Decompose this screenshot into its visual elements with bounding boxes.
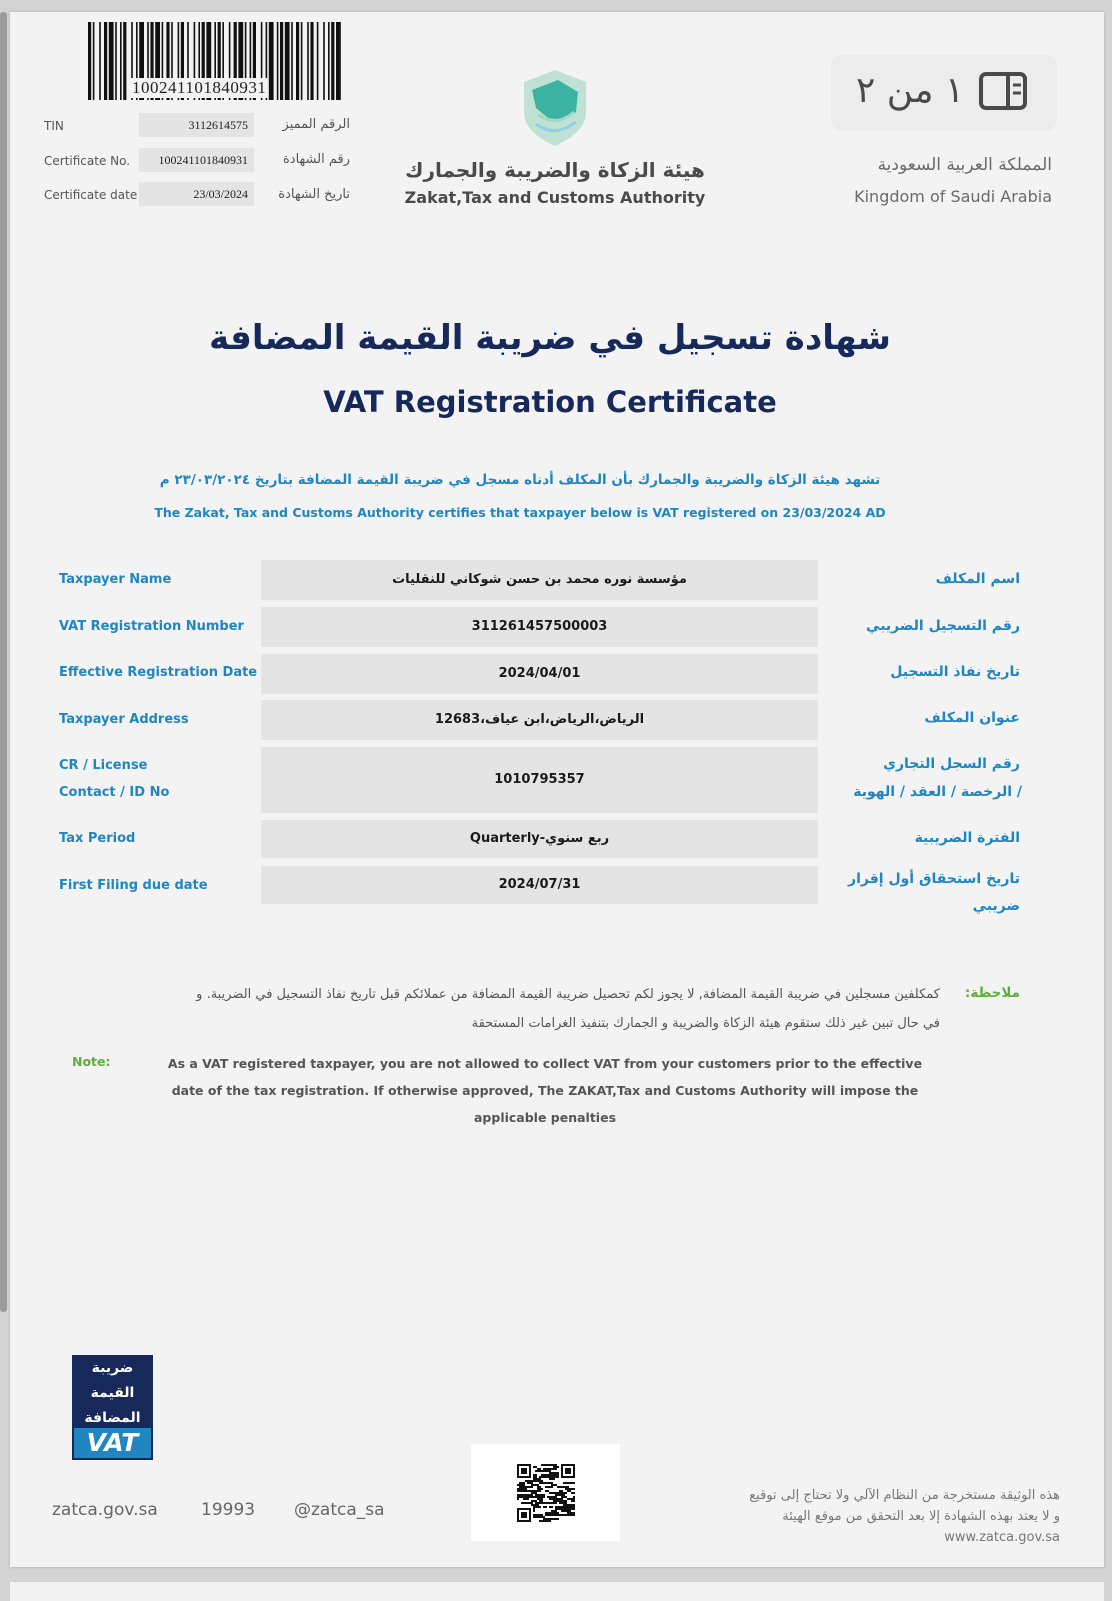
effective-date-value: 2024/04/01 — [261, 654, 818, 694]
tin-value: 3112614575 — [139, 113, 254, 137]
cert-date-label-en: Certificate date — [44, 188, 138, 202]
certifies-text-ar: تشهد هيئة الزكاة والضريبة والجمارك بأن المكلف أدناه مسجل في ضريبة القيمة المضافة بتاريخ ٢٣/٠٣/٢٠٢٤ م — [159, 472, 881, 488]
taxpayer-name-label-ar: اسم المكلف — [935, 571, 1020, 587]
authority-name-ar: هيئة الزكاة والضريبة والجمارك — [405, 158, 705, 182]
effective-date-label-ar: تاريخ نفاذ التسجيل — [890, 664, 1020, 680]
qr-code-icon — [517, 1464, 575, 1522]
authority-name-en: Zakat,Tax and Customs Authority — [404, 188, 706, 207]
vat-logo-line3: المضافة — [84, 1410, 141, 1426]
note-text-en: As a VAT registered taxpayer, you are not allowed to collect VAT from your customers prior to the effective date of the tax registration. If otherwise approved, The ZAKAT,Tax and Customs Authority will impose the applicable penalties — [167, 1056, 923, 1125]
vat-logo-en: VAT — [74, 1428, 151, 1458]
vat-number-value: 311261457500003 — [261, 607, 818, 647]
cr-license-label-en: CR / License — [59, 758, 148, 773]
tax-period-label-en: Tax Period — [59, 831, 136, 846]
first-filing-label-ar-2: ضريبي — [972, 898, 1020, 914]
footer-handle: @zatca_sa — [294, 1500, 385, 1520]
tin-label-ar: الرقم المميز — [282, 117, 350, 132]
cert-no-label-ar: رقم الشهادة — [283, 152, 350, 167]
tax-period-value: Quarterly-ربع سنوي — [261, 820, 818, 858]
qr-code-container — [471, 1444, 620, 1541]
taxpayer-name-label-en: Taxpayer Name — [59, 572, 172, 587]
note-text-ar: كمكلفين مسجلين في ضريبة القيمة المضافة, لا يجوز لكم تحصيل ضريبة القيمة المضافة من عملائكم قبل تاريخ نفاذ التسجيل في الضريبة. و في حال تبين غير ذلك ستقوم هيئة الزكاة والضريبة و الجمارك بتنفيذ الغرامات المستحقة — [196, 987, 940, 1031]
note-label-en: Note: — [72, 1054, 111, 1069]
kingdom-name-ar: المملكة العربية السعودية — [877, 155, 1052, 175]
cert-date-label-ar: تاريخ الشهادة — [278, 187, 350, 202]
cert-date-value: 23/03/2024 — [139, 182, 254, 206]
title-ar: شهادة تسجيل في ضريبة القيمة المضافة — [209, 318, 891, 358]
footer-website: zatca.gov.sa — [52, 1500, 158, 1520]
first-filing-label-en: First Filing due date — [59, 878, 208, 893]
pages-icon[interactable] — [978, 71, 1028, 111]
first-filing-label-ar: تاريخ استحقاق أول إقرار — [848, 871, 1020, 887]
page-indicator-text: ١ من ٢ — [856, 70, 965, 111]
footer-disclaimer-1: هذه الوثيقة مستخرجة من النظام الآلي ولا تحتاج إلى توقيع — [749, 1488, 1060, 1503]
vat-logo-line1: ضريبة — [91, 1360, 134, 1376]
certifies-text-en: The Zakat, Tax and Customs Authority certifies that taxpayer below is VAT registered on 23/03/2024 AD — [154, 505, 886, 520]
address-value: الرياض،الرياض،ابن عياف،12683 — [261, 700, 818, 740]
zatca-logo-icon — [518, 68, 592, 148]
footer-disclaimer — [640, 1485, 1060, 1548]
footer-phone: 19993 — [201, 1500, 256, 1520]
cr-license-label-ar: رقم السجل التجاري — [883, 756, 1020, 772]
footer-disclaimer-2: و لا يعتد بهذه الشهادة إلا بعد التحقق من موقع الهيئة — [782, 1509, 1060, 1524]
scrollbar[interactable] — [0, 12, 7, 1312]
kingdom-name-en: Kingdom of Saudi Arabia — [854, 187, 1052, 206]
vat-number-label-ar: رقم التسجيل الضريبي — [866, 618, 1020, 634]
vat-logo-line2: القيمة — [90, 1385, 135, 1401]
barcode-number: 100241101840931 — [132, 78, 267, 97]
next-page-edge — [10, 1582, 1104, 1601]
footer-disclaimer-3: www.zatca.gov.sa — [944, 1530, 1060, 1545]
tin-label-en: TIN — [44, 119, 64, 133]
address-label-ar: عنوان المكلف — [924, 710, 1020, 726]
cr-license-value: 1010795357 — [261, 747, 818, 813]
first-filing-value: 2024/07/31 — [261, 866, 818, 904]
effective-date-label-en: Effective Registration Date — [59, 665, 258, 680]
tax-period-label-ar: الفترة الضريبية — [914, 830, 1020, 846]
taxpayer-name-value: مؤسسة نوره محمد بن حسن شوكاني للنقليات — [261, 560, 818, 600]
address-label-en: Taxpayer Address — [59, 712, 189, 727]
cert-no-label-en: Certificate No. — [44, 154, 131, 168]
contact-id-label-en: Contact / ID No — [59, 785, 170, 800]
cert-no-value: 100241101840931 — [139, 148, 254, 172]
vat-logo — [72, 1355, 153, 1460]
vat-number-label-en: VAT Registration Number — [59, 619, 244, 634]
note-label-ar: ملاحظة: — [964, 985, 1020, 1001]
title-en: VAT Registration Certificate — [323, 385, 777, 419]
contact-id-label-ar: / الرخصة / العقد / الهوية — [853, 784, 1022, 800]
